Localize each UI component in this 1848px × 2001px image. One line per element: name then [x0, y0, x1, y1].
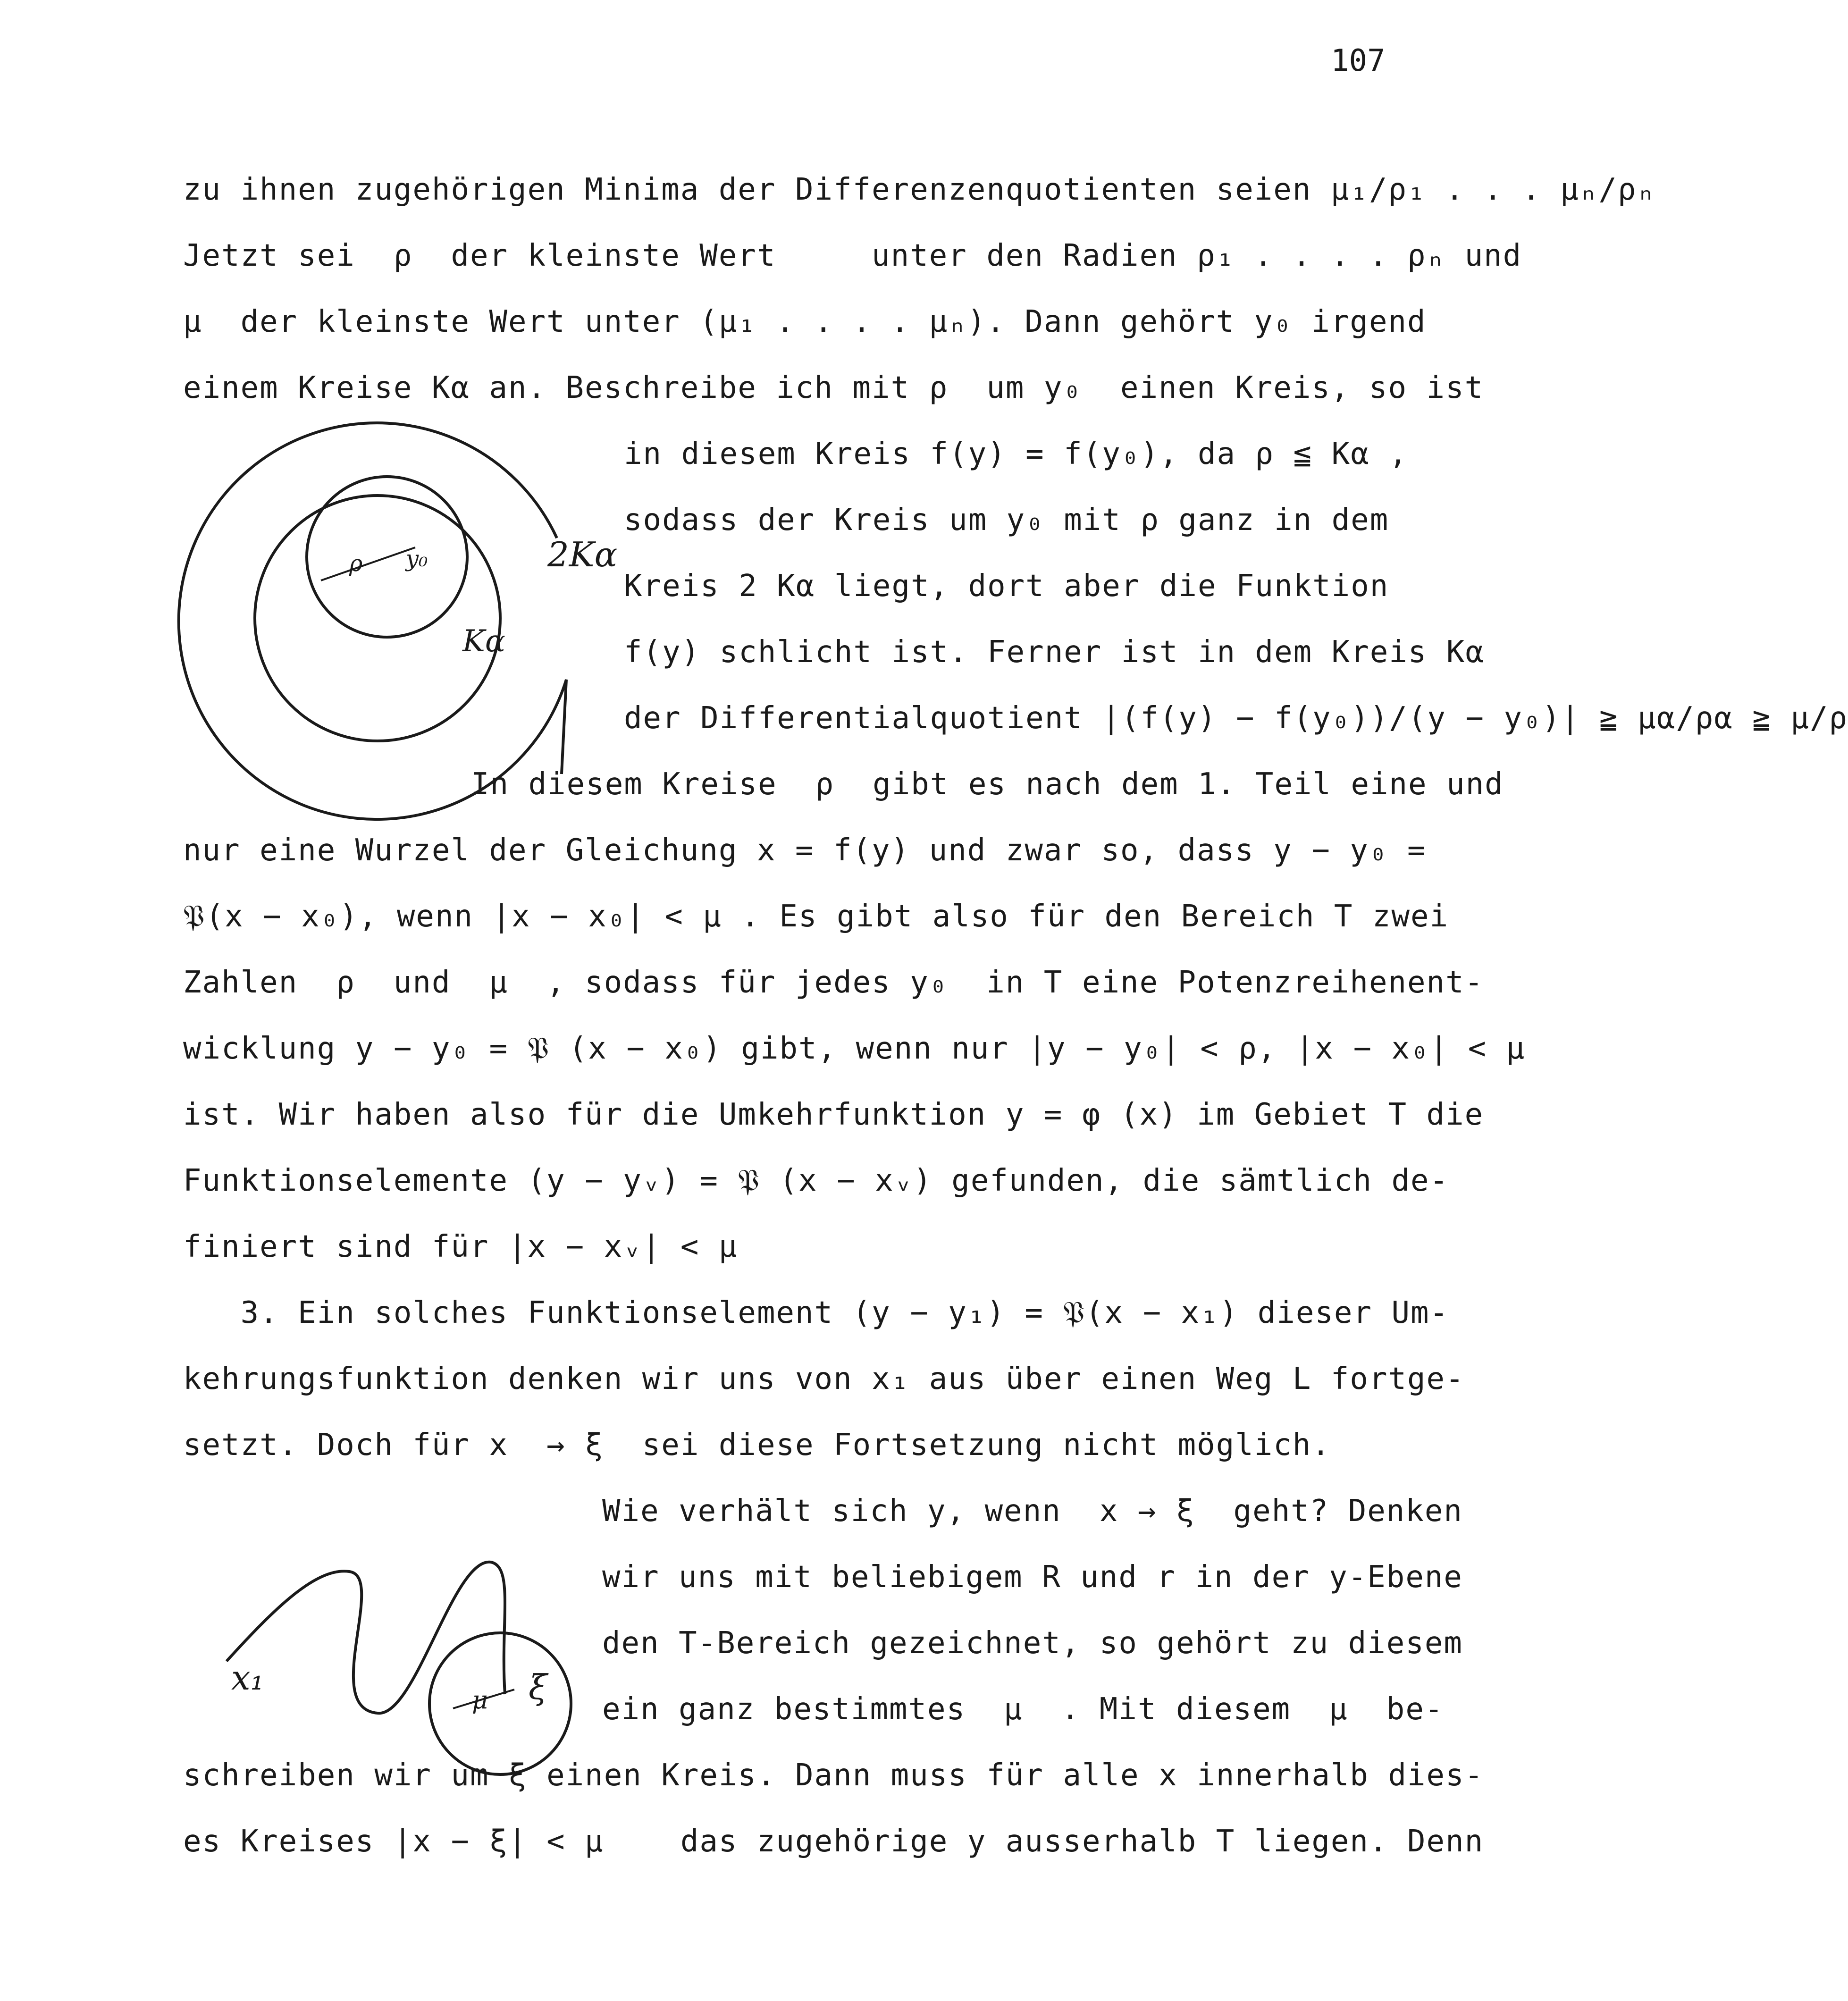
path-l	[227, 1562, 505, 1713]
radius-arrow	[321, 547, 415, 580]
text-line: 3. Ein solches Funktionselement (y − y₁) = 𝔓(x − x₁) dieser Um-	[183, 1295, 1449, 1330]
label-x1: x₁	[231, 1658, 264, 1698]
text-line: Kreis 2 Kα liegt, dort aber die Funktion	[624, 569, 1389, 604]
text-line: setzt. Doch für x → ξ sei diese Fortsetzung nicht möglich.	[183, 1428, 1331, 1463]
text-line: Zahlen ρ und μ , sodass für jedes y₀ in T eine Potenzreihenent-	[183, 965, 1484, 1000]
text-line: nur eine Wurzel der Gleichung x = f(y) und zwar so, dass y − y₀ =	[183, 833, 1427, 868]
text-line: ein ganz bestimmtes μ . Mit diesem μ be-	[602, 1692, 1444, 1727]
text-line: kehrungsfunktion denken wir uns von x₁ aus über einen Weg L fortge-	[183, 1362, 1465, 1396]
label-rho: ρ	[349, 550, 363, 577]
text-line: ist. Wir haben also für die Umkehrfunktion y = φ (x) im Gebiet T die	[183, 1097, 1484, 1132]
label-y0: y₀	[406, 546, 428, 572]
label-mu: μ	[472, 1686, 488, 1715]
text-line: in diesem Kreis f(y) = f(y₀), da ρ ≦ Kα ,	[624, 437, 1408, 471]
text-line: μ der kleinste Wert unter (μ₁ . . . . μₙ). Dann gehört y₀ irgend	[183, 304, 1427, 339]
text-line: Jetzt sei ρ der kleinste Wert unter den Radien ρ₁ . . . . ρₙ und	[183, 238, 1522, 273]
text-line: In diesem Kreise ρ gibt es nach dem 1. Teil eine und	[471, 767, 1504, 802]
text-line: schreiben wir um ξ einen Kreis. Dann muss für alle x innerhalb dies-	[183, 1758, 1484, 1793]
text-line: der Differentialquotient |(f(y) − f(y₀))/(y − y₀)| ≧ μα/ρα ≧ μ/ρ	[624, 701, 1848, 736]
circle-mu	[429, 1633, 571, 1774]
text-line: Wie verhält sich y, wenn x → ξ geht? Denken	[602, 1494, 1463, 1529]
text-line: 𝔓(x − x₀), wenn |x − x₀| < μ . Es gibt also für den Bereich T zwei	[183, 899, 1449, 934]
text-line: f(y) schlicht ist. Ferner ist in dem Kreis Kα	[624, 635, 1485, 670]
text-line: es Kreises |x − ξ| < μ das zugehörige y ausserhalb T liegen. Denn	[183, 1824, 1484, 1859]
text-line: einem Kreise Kα an. Beschreibe ich mit ρ um y₀ einen Kreis, so ist	[183, 370, 1484, 405]
path-figure	[208, 1529, 595, 1774]
label-2k-alpha: 2Kα	[547, 535, 618, 574]
label-xi: ξ	[529, 1667, 547, 1707]
outer-circle-2k-alpha	[179, 423, 566, 819]
circles-figure	[160, 415, 618, 831]
text-line: wir uns mit beliebigem R und r in der y-Ebene	[602, 1560, 1463, 1595]
label-k-alpha: Kα	[462, 624, 506, 659]
page-number: 107	[1331, 43, 1386, 78]
text-line: den T-Bereich gezeichnet, so gehört zu diesem	[602, 1626, 1463, 1661]
text-line: Funktionselemente (y − yᵥ) = 𝔓 (x − xᵥ) gefunden, die sämtlich de-	[183, 1163, 1449, 1198]
text-line: finiert sind für |x − xᵥ| < μ	[183, 1229, 738, 1264]
text-line: wicklung y − y₀ = 𝔓 (x − x₀) gibt, wenn nur |y − y₀| < ρ, |x − x₀| < μ	[183, 1031, 1526, 1066]
text-line: sodass der Kreis um y₀ mit ρ ganz in dem	[624, 503, 1389, 538]
text-line: zu ihnen zugehörigen Minima der Differenzenquotienten seien μ₁/ρ₁ . . . μₙ/ρₙ	[183, 172, 1656, 207]
